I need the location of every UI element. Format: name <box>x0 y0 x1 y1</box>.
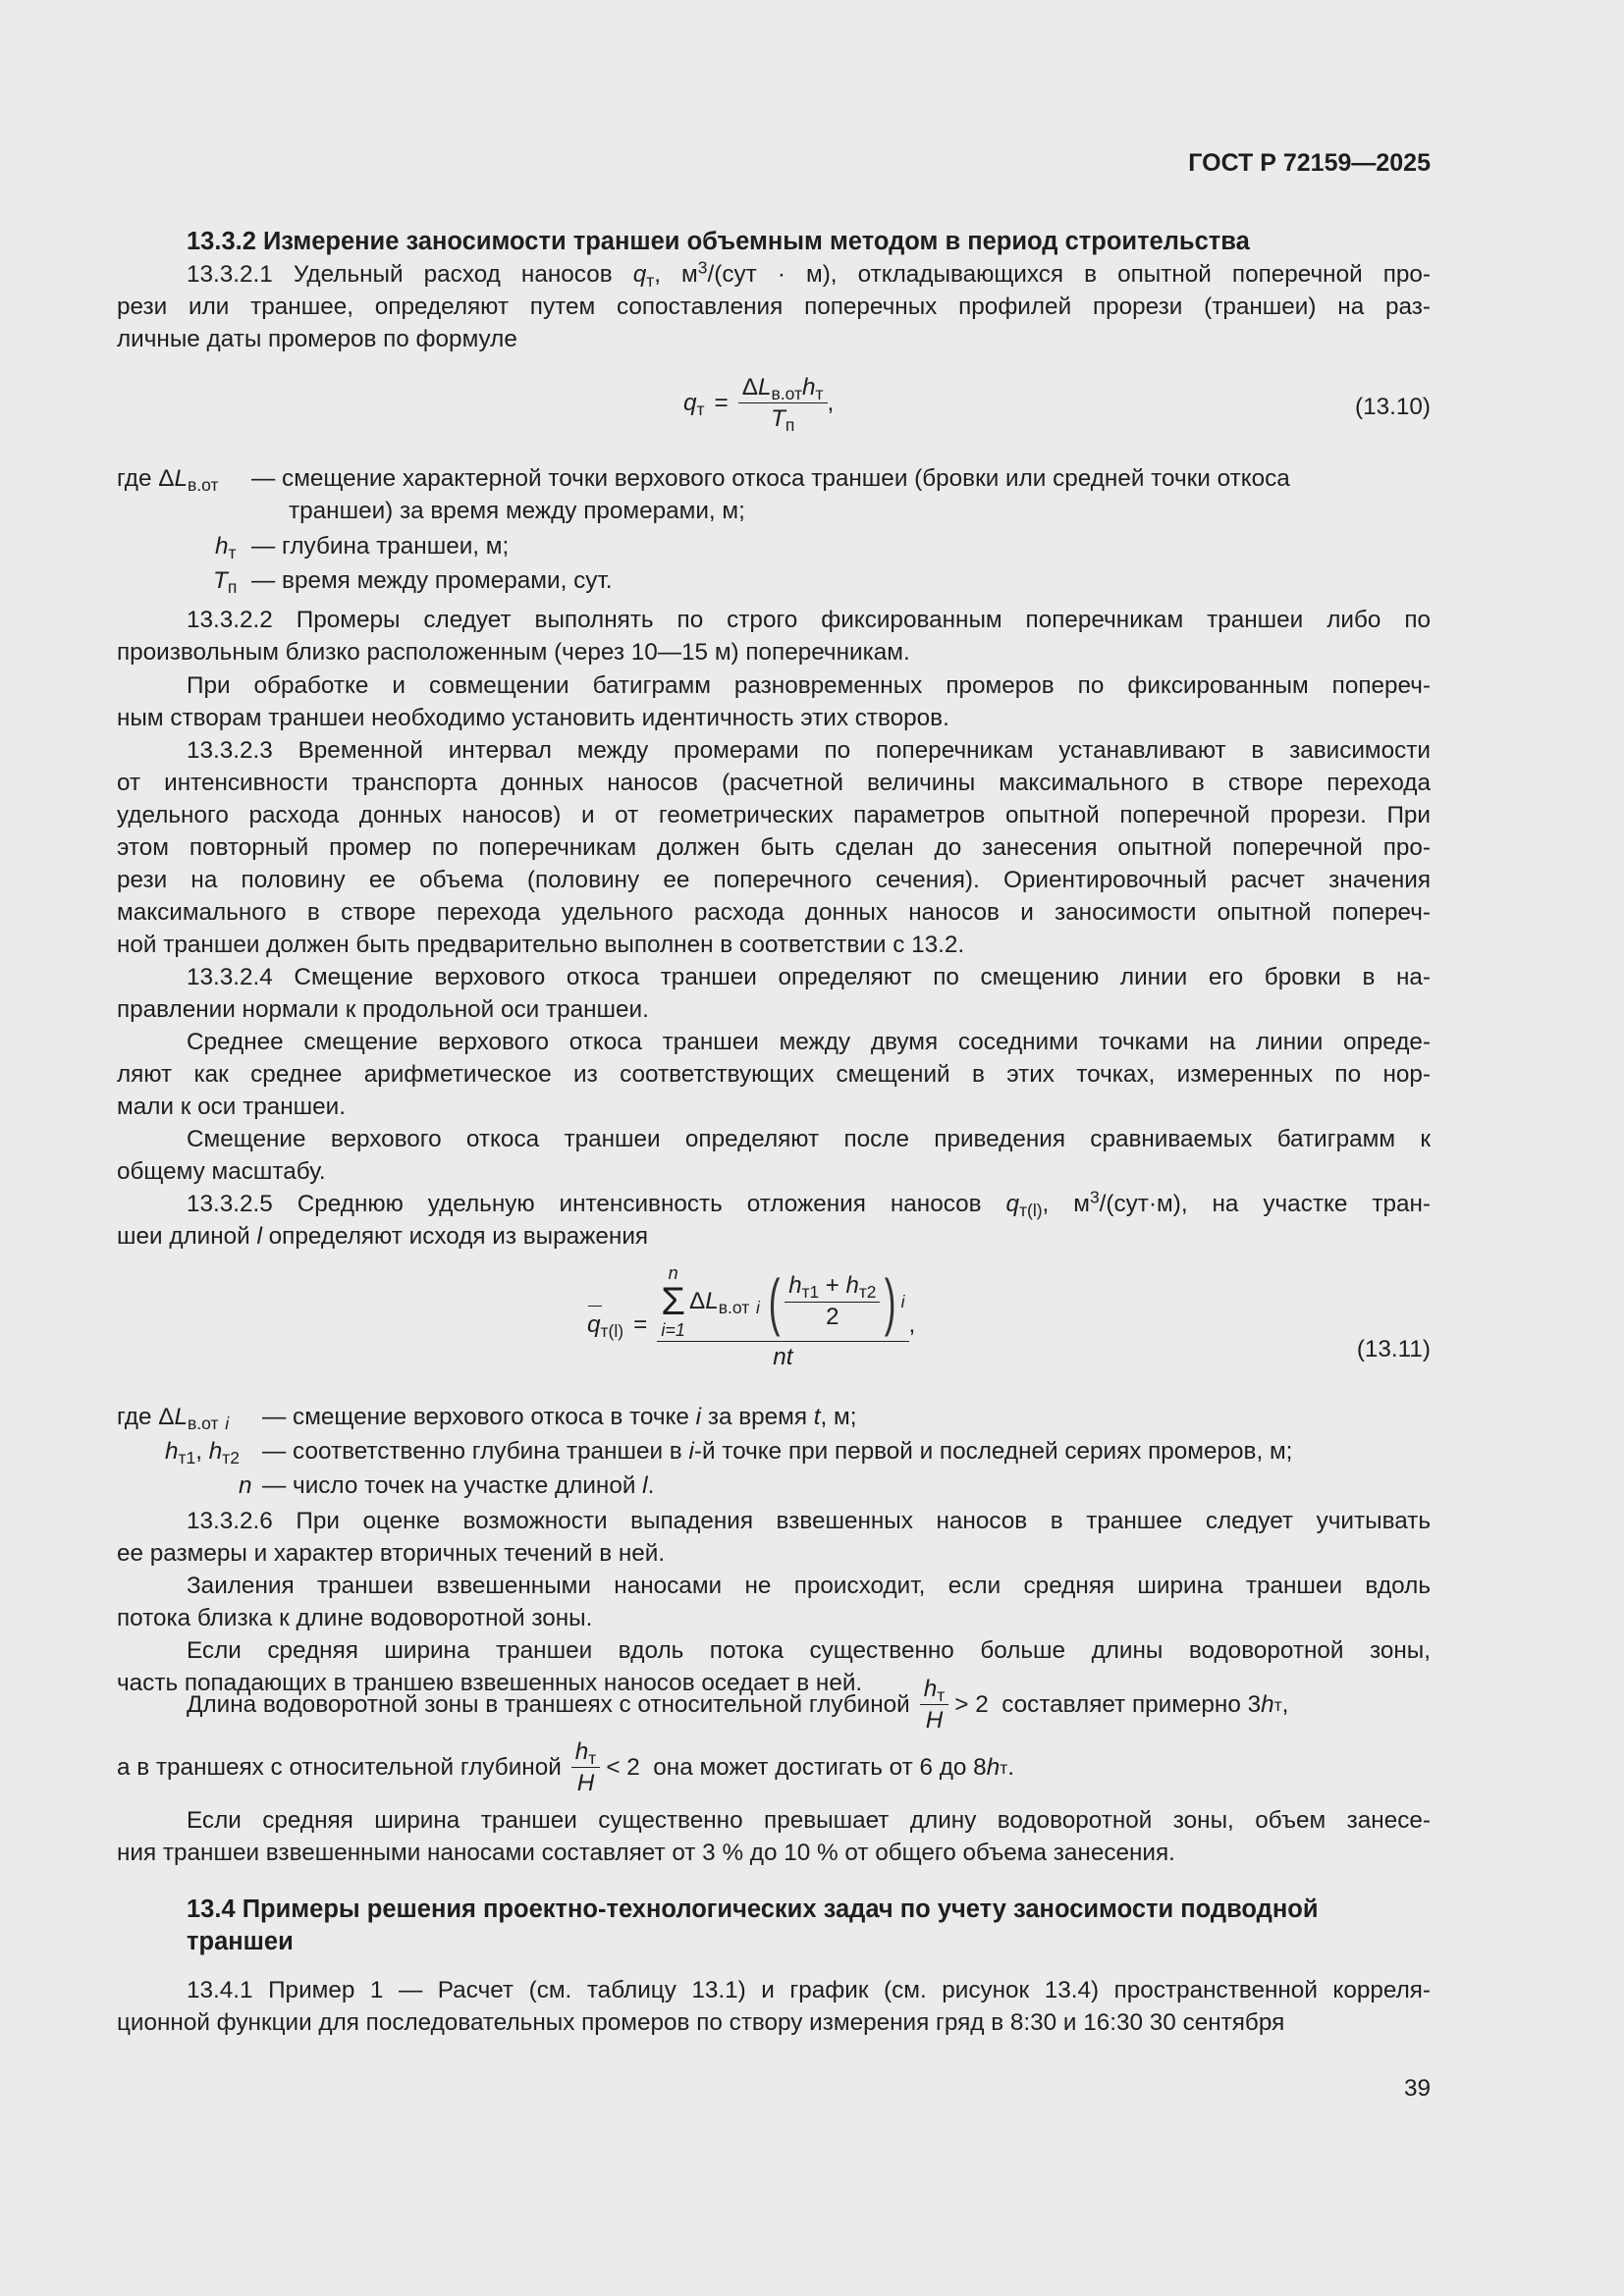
where-definition: — смещение характерной точки верхового откоса траншеи (бровки или средней точки откоса <box>251 465 1290 492</box>
paragraph-line: 13.3.2.5 Среднюю удельную интенсивность отложения наносов $q_{т(l)}$, $м^3/(сут\cdot м)$, на участке тран- <box>187 1187 1431 1221</box>
paragraph-line: 13.3.2.4 Смещение верхового откоса траншеи определяют по смещению линии его бровки в на- <box>187 964 1431 990</box>
paragraph-line: личные даты промеров по формуле <box>117 326 517 352</box>
paragraph-line: При обработке и совмещении батиграмм разновременных промеров по фиксированным попереч- <box>187 672 1431 699</box>
paragraph-line: 13.3.2.2 Промеры следует выполнять по строго фиксированным поперечникам траншеи либо по <box>187 607 1431 633</box>
paragraph-line: ной траншеи должен быть предварительно выполнен в соответствии с 13.2. <box>117 932 965 958</box>
where-definition: — смещение верхового откоса в точке i за время t, м; <box>262 1404 857 1430</box>
where-definition: — время между промерами, сут. <box>251 567 613 594</box>
paragraph-line: этом повторный промер по поперечникам должен быть сделан до занесения опытной поперечной про- <box>117 834 1431 861</box>
paragraph-line: произвольным близко расположенным (через 10—15 м) поперечникам. <box>117 639 910 666</box>
paragraph-line: Длина водоворотной зоны в траншеях с относительной глубиной $\frac{h_т}{H}$ > 2 составляет примерно 3 h т , <box>187 1676 1289 1735</box>
paragraph-line: Если средняя ширина траншеи существенно превышает длину водоворотной зоны, объем занесе- <box>187 1807 1431 1834</box>
paragraph-line: часть попадающих в траншею взвешенных наносов оседает в ней. <box>117 1670 863 1696</box>
where-definition: — соответственно глубина траншеи в i-й точке при первой и последней сериях промеров, м; <box>262 1438 1293 1465</box>
paragraph-line: удельного расхода донных наносов) и от геометрических параметров опытной поперечной прорези. При <box>117 802 1431 828</box>
paragraph-line: общему масштабу. <box>117 1158 326 1185</box>
where-definition: — число точек на участке длиной l. <box>262 1472 655 1499</box>
equation-number-13-11: (13.11) <box>1356 1336 1431 1362</box>
paragraph-line: Среднее смещение верхового откоса траншеи между двумя соседними точками на линии опреде- <box>187 1029 1431 1055</box>
document-id: ГОСТ Р 72159—2025 <box>1188 149 1431 177</box>
paragraph-line: 13.3.2.6 При оценке возможности выпадения взвешенных наносов в траншее следует учитывать <box>187 1508 1431 1534</box>
paragraph-line: 13.3.2.1 Удельный расход наносов $q_т$, $м^3/(сут \cdot м)$, откладывающихся в опытной поперечной про- <box>187 257 1431 292</box>
where-term: где $\Delta L_{в.от}$ <box>117 465 219 496</box>
paragraph-line: рези на половину ее объема (половину ее поперечного сечения). Ориентировочный расчет значения <box>117 867 1431 893</box>
paragraph-line: максимального в створе перехода удельного расхода донных наносов и заносимости опытной попереч- <box>117 899 1431 926</box>
section-title-13-3-2: 13.3.2 Измерение заносимости траншеи объемным методом в период строительства <box>187 228 1250 255</box>
paragraph-line: правлении нормали к продольной оси траншеи. <box>117 996 649 1023</box>
paragraph-line: мали к оси траншеи. <box>117 1094 346 1120</box>
paragraph-line: ным створам траншеи необходимо установить идентичность этих створов. <box>117 705 949 731</box>
paragraph-line: а в траншеях с относительной глубиной $\frac{h_т}{H}$ < 2 она может достигать от 6 до 8 h т . <box>117 1738 1014 1797</box>
paragraph-line: от интенсивности транспорта донных наносов (расчетной величины максимального в створе перехода <box>117 770 1431 796</box>
section-title-13-4-cont: траншеи <box>187 1928 294 1955</box>
paragraph-line: ляют как среднее арифметическое из соответствующих смещений в этих точках, измеренных по нор- <box>117 1061 1431 1088</box>
paragraph-line: ния траншеи взвешенными наносами составляет от 3 % до 10 % от общего объема занесения. <box>117 1840 1175 1866</box>
paragraph-line: 13.3.2.3 Временной интервал между промерами по поперечникам устанавливают в зависимости <box>187 737 1431 764</box>
paragraph-line: ционной функции для последовательных промеров по створу измерения гряд в 8:30 и 16:30 30 сентября <box>117 2009 1285 2036</box>
page-number: 39 <box>1403 2075 1431 2102</box>
where-term: $h_{т1}$, $h_{т2}$ <box>165 1438 241 1468</box>
paragraph-line: Заиления траншеи взвешенными наносами не происходит, если средняя ширина траншеи вдоль <box>187 1573 1431 1599</box>
equation-number-13-10: (13.10) <box>1355 394 1431 420</box>
where-definition: — глубина траншеи, м; <box>251 533 510 560</box>
paragraph-line: Если средняя ширина траншеи вдоль потока существенно больше длины водоворотной зоны, <box>187 1637 1431 1664</box>
where-term: $T_п$ <box>213 567 238 598</box>
paragraph-line: 13.4.1 Пример 1 — Расчет (см. таблицу 13.1) и график (см. рисунок 13.4) пространственной корреля- <box>187 1977 1431 2003</box>
paragraph-line: шеи длиной l определяют исходя из выражения <box>117 1223 649 1250</box>
formula-13-11: $q_{т(l)}$ = n Σ i=1 $\Delta L_{в.от}$ $_i$ ( $\frac{h_{т1} + h_{т2}}{2}$ ) i nt , <box>587 1263 916 1370</box>
paragraph-line: потока близка к длине водоворотной зоны. <box>117 1605 593 1631</box>
where-definition: траншеи) за время между промерами, м; <box>289 498 745 524</box>
paragraph-line: рези или траншее, определяют путем сопоставления поперечных профилей прорези (траншеи) на раз- <box>117 294 1431 320</box>
where-term: где $\Delta L_{в.от}$ $_i$ <box>117 1404 230 1434</box>
where-term: n <box>239 1472 252 1499</box>
paragraph-line: ее размеры и характер вторичных течений в ней. <box>117 1540 666 1567</box>
formula-13-10: $q_т$ = $\frac{\Delta L_{в.от}h_т}{T_п}$ , <box>683 374 835 436</box>
where-term: $h_т$ <box>215 533 237 563</box>
paragraph-line: Смещение верхового откоса траншеи определяют после приведения сравниваемых батиграмм к <box>187 1126 1431 1152</box>
section-title-13-4: 13.4 Примеры решения проектно-технологических задач по учету заносимости подводной <box>187 1896 1319 1923</box>
